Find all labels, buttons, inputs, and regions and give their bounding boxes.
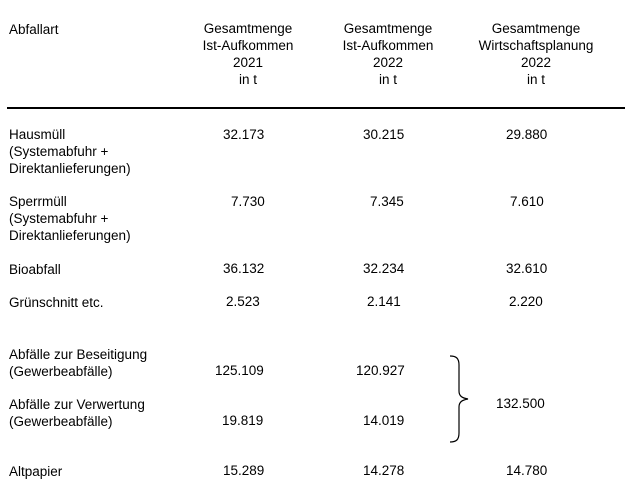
cell-beseitigung-2022: 120.927 bbox=[356, 363, 405, 378]
cell-sperrmuell-2022: 7.345 bbox=[370, 194, 404, 209]
header-ist-2022 bbox=[328, 20, 448, 88]
row-label-line: Direktanlieferungen) bbox=[9, 161, 131, 176]
row-label-line: Bioabfall bbox=[9, 262, 61, 277]
header-ist-2021-line1: Gesamtmenge bbox=[203, 21, 293, 36]
header-plan-2022 bbox=[466, 20, 606, 88]
row-label-line: (Systemabfuhr + bbox=[9, 211, 109, 226]
header-plan-2022-line2: Wirtschaftsplanung bbox=[478, 38, 594, 53]
cell-verwertung-2022: 14.019 bbox=[363, 413, 405, 428]
header-ist-2022-line3: 2022 bbox=[372, 55, 404, 70]
header-abfallart: Abfallart bbox=[9, 22, 59, 37]
cell-altpapier-2022: 14.278 bbox=[363, 463, 405, 478]
cell-sperrmuell-plan: 7.610 bbox=[510, 194, 544, 209]
cell-gruenschnitt-plan: 2.220 bbox=[509, 294, 543, 309]
row-label-line: Sperrmüll bbox=[9, 194, 67, 209]
cell-combined-plan: 132.500 bbox=[496, 396, 545, 411]
cell-hausmuell-plan: 29.880 bbox=[506, 127, 548, 142]
cell-bioabfall-2022: 32.234 bbox=[363, 261, 405, 276]
header-ist-2021-line4: in t bbox=[238, 72, 257, 87]
cell-sperrmuell-2021: 7.730 bbox=[231, 194, 265, 209]
header-divider bbox=[7, 107, 625, 109]
cell-altpapier-plan: 14.780 bbox=[506, 463, 548, 478]
header-ist-2022-line1: Gesamtmenge bbox=[343, 21, 433, 36]
header-ist-2021-line2: Ist-Aufkommen bbox=[202, 38, 294, 53]
header-ist-2021-line3: 2021 bbox=[232, 55, 264, 70]
row-label-line: Hausmüll bbox=[9, 127, 66, 142]
row-label-line: Abfälle zur Verwertung bbox=[9, 397, 145, 412]
row-label-line: Abfälle zur Beseitigung bbox=[9, 347, 148, 362]
header-ist-2022-line4: in t bbox=[378, 72, 397, 87]
cell-gruenschnitt-2022: 2.141 bbox=[367, 294, 401, 309]
row-label-line: (Systemabfuhr + bbox=[9, 144, 109, 159]
cell-gruenschnitt-2021: 2.523 bbox=[226, 294, 260, 309]
row-label-gruenschnitt bbox=[9, 294, 104, 311]
row-label-line: (Gewerbeabfälle) bbox=[9, 414, 113, 429]
row-label-hausmuell bbox=[9, 126, 131, 177]
row-label-line: Altpapier bbox=[9, 464, 63, 479]
row-label-bioabfall bbox=[9, 261, 61, 278]
row-label-line: Grünschnitt etc. bbox=[9, 295, 104, 310]
header-ist-2021 bbox=[188, 20, 308, 88]
header-plan-2022-line4: in t bbox=[526, 72, 545, 87]
row-label-beseitigung bbox=[9, 346, 147, 380]
header-ist-2022-line2: Ist-Aufkommen bbox=[342, 38, 434, 53]
cell-bioabfall-2021: 36.132 bbox=[223, 261, 265, 276]
row-label-line: Direktanlieferungen) bbox=[9, 228, 131, 243]
row-label-line: (Gewerbeabfälle) bbox=[9, 364, 113, 379]
cell-hausmuell-2021: 32.173 bbox=[223, 127, 265, 142]
cell-verwertung-2021: 19.819 bbox=[222, 413, 264, 428]
header-plan-2022-line3: 2022 bbox=[520, 55, 552, 70]
right-brace-icon bbox=[448, 355, 472, 443]
row-label-sperrmuell bbox=[9, 193, 131, 244]
cell-bioabfall-plan: 32.610 bbox=[506, 261, 548, 276]
cell-hausmuell-2022: 30.215 bbox=[363, 127, 405, 142]
cell-beseitigung-2021: 125.109 bbox=[215, 363, 264, 378]
cell-altpapier-2021: 15.289 bbox=[223, 463, 265, 478]
header-plan-2022-line1: Gesamtmenge bbox=[491, 21, 581, 36]
row-label-altpapier bbox=[9, 463, 62, 480]
row-label-verwertung bbox=[9, 396, 145, 430]
